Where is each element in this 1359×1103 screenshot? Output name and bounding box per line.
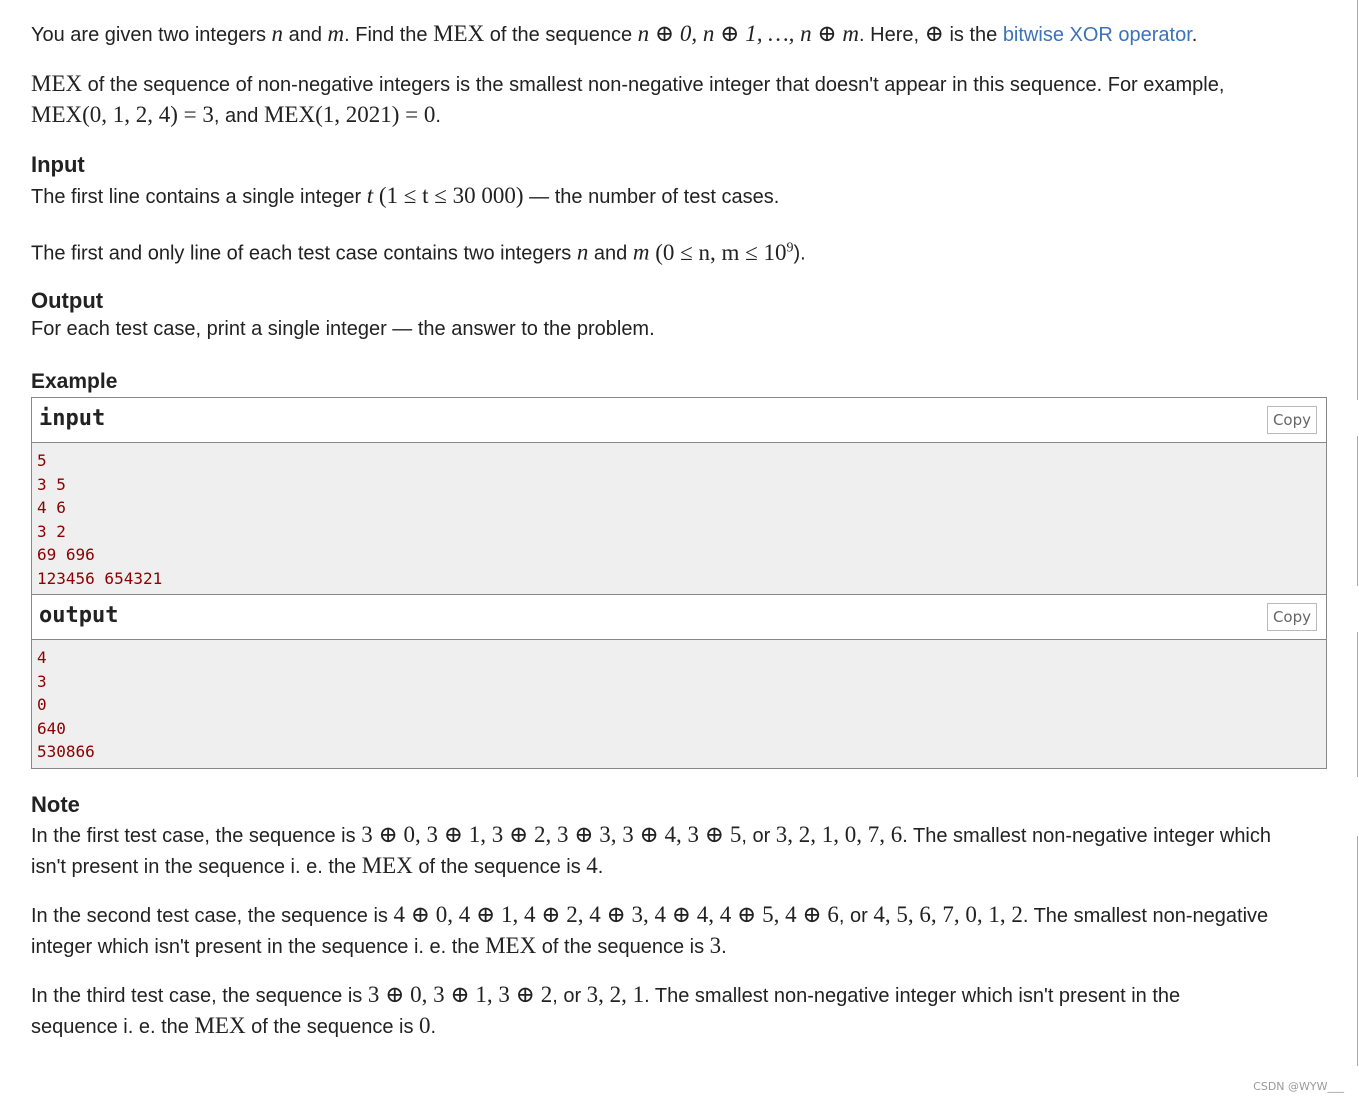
math-n: n [271, 21, 284, 46]
example-title: Example [31, 370, 118, 393]
output-label: output [39, 603, 119, 628]
output-description: For each test case, print a single integer — the answer to the problem. [31, 318, 655, 340]
right-border-rule [1357, 0, 1358, 400]
input-label: input [39, 406, 106, 431]
text: of the sequence is [536, 936, 710, 958]
math-mex: MEX [361, 853, 413, 878]
text: . The smallest non-negative integer which isn't present in the sequence i. e. the [31, 825, 1272, 878]
text: The first line contains a single integer [31, 186, 367, 208]
math-sequence: n ⊕ 0, n ⊕ 1, …, n ⊕ m [637, 21, 860, 46]
input-line: 4 6 [37, 498, 66, 518]
math-values: 3, 2, 1 [586, 982, 645, 1007]
xor-symbol: ⊕ [924, 21, 944, 46]
math-values: 3, 2, 1, 0, 7, 6 [775, 822, 903, 847]
math-answer: 0 [419, 1013, 431, 1038]
output-header [32, 595, 1326, 640]
math-m: m [327, 21, 345, 46]
text: . [435, 105, 441, 127]
output-line: 3 [37, 671, 47, 691]
text: The first and only line of each test case contains two integers [31, 242, 577, 265]
example-input-box [31, 397, 1327, 595]
input-header [32, 398, 1326, 443]
math-example-2: MEX(1, 2021) = 0 [263, 102, 436, 127]
math-values: 4, 5, 6, 7, 0, 1, 2 [873, 902, 1023, 927]
math-mex: MEX [194, 1013, 246, 1038]
text: , or [552, 985, 587, 1007]
bitwise-xor-link[interactable]: bitwise XOR operator [1002, 24, 1192, 46]
note-paragraph-1 [31, 820, 1311, 882]
text: In the third test case, the sequence is [31, 985, 368, 1007]
input-line: 123456 654321 [37, 568, 163, 588]
input-line: 3 2 [37, 521, 66, 541]
right-border-rule [1357, 836, 1358, 1066]
input-section-title: Input [31, 152, 85, 177]
math-sequence: 4 ⊕ 0, 4 ⊕ 1, 4 ⊕ 2, 4 ⊕ 3, 4 ⊕ 4, 4 ⊕ 5, 4 ⊕ 6 [393, 902, 839, 927]
output-line: 640 [37, 718, 66, 738]
text: — the number of test cases. [523, 186, 780, 208]
text: In the first test case, the sequence is [31, 825, 362, 847]
math-m: m [632, 239, 650, 265]
math-t: t [366, 183, 374, 208]
text: , or [741, 825, 776, 847]
copy-input-button[interactable]: Copy [1267, 406, 1317, 434]
input-content [32, 443, 1326, 594]
input-line: 3 5 [37, 474, 66, 494]
text: . The smallest non-negative integer which isn't present in the sequence i. e. the [31, 905, 1269, 958]
text: is the [943, 24, 1003, 46]
text: of the sequence of non-negative integers is the smallest non-negative integer that doesn't appear in this sequence. For example, [82, 74, 1225, 96]
text: In the second test case, the sequence is [31, 905, 394, 927]
text: . [597, 856, 604, 878]
output-section-title: Output [31, 288, 104, 313]
statement-paragraph-1 [31, 19, 1327, 50]
output-line: 4 [37, 648, 47, 667]
text: , and [213, 105, 264, 127]
output-content [32, 640, 1326, 768]
text: of the sequence [484, 24, 638, 46]
math-example-1: MEX(0, 1, 2, 4) = 3 [31, 102, 214, 127]
text: of the sequence is [245, 1016, 420, 1038]
note-title: Note [31, 792, 80, 817]
statement-paragraph-2 [31, 69, 1327, 131]
watermark: CSDN @WYW___ [1253, 1080, 1344, 1093]
math-nm-range: (0 ≤ n, $m \le 10^9$ [649, 239, 794, 265]
note-paragraph-2 [31, 900, 1271, 962]
output-line: 530866 [37, 742, 95, 762]
copy-output-button[interactable]: Copy [1267, 603, 1317, 631]
right-border-rule [1357, 632, 1358, 777]
text: . Find the [344, 24, 434, 46]
text: of the sequence is [412, 856, 587, 878]
input-line: 69 696 [37, 545, 95, 565]
text: . The smallest non-negative integer which isn't present in the sequence i. e. the [31, 985, 1181, 1038]
math-mex: MEX [485, 933, 537, 958]
example-output-box [31, 594, 1327, 769]
math-answer: 3 [709, 933, 722, 958]
input-line-2 [31, 233, 1327, 269]
text: , or [838, 905, 874, 927]
math-t-range: (1 ≤ t ≤ 30 000) [373, 183, 524, 208]
math-mex: MEX [433, 21, 485, 46]
right-border-rule [1357, 436, 1358, 586]
text: and [283, 24, 328, 46]
math-sequence: 3 ⊕ 0, 3 ⊕ 1, 3 ⊕ 2, 3 ⊕ 3, 3 ⊕ 4, 3 ⊕ 5 [361, 822, 742, 847]
math-n: n [576, 239, 589, 265]
text: . [1191, 24, 1198, 46]
output-line: 0 [37, 695, 47, 715]
math-mex: MEX [31, 71, 83, 96]
text: . [430, 1016, 437, 1038]
note-paragraph-3 [31, 980, 1271, 1042]
text: You are given two integers [31, 24, 272, 46]
input-line-1 [31, 181, 1327, 212]
input-line: 5 [37, 451, 47, 470]
text: and [588, 242, 633, 265]
text: . Here, [859, 24, 925, 46]
exponent: 9 [786, 240, 794, 255]
math-answer: 4 [586, 853, 598, 878]
text: ). [793, 242, 806, 265]
math-sequence: 3 ⊕ 0, 3 ⊕ 1, 3 ⊕ 2 [367, 982, 553, 1007]
text: . [721, 936, 727, 958]
